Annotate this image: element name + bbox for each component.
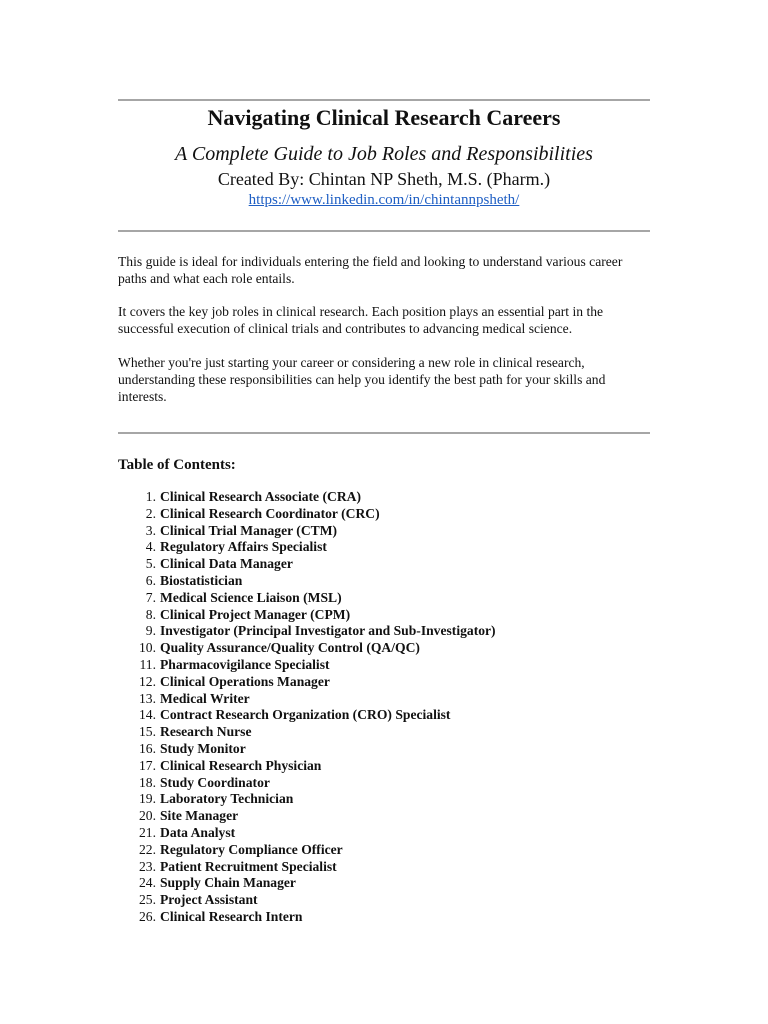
toc-item [118, 775, 496, 792]
toc-item [118, 892, 496, 909]
toc-item-number: 7. [145, 589, 156, 605]
toc-item-number: 6. [145, 572, 156, 588]
toc-item-label: Clinical Data Manager [160, 556, 293, 572]
toc-item-number: 16. [139, 740, 156, 756]
toc-item-label: Biostatistician [160, 572, 243, 588]
toc-item-number: 1. [145, 489, 156, 504]
toc-item [118, 657, 496, 674]
toc-item-label: Regulatory Affairs Specialist [160, 539, 327, 555]
toc-item-label: Clinical Operations Manager [160, 673, 330, 689]
header-divider [118, 230, 650, 232]
toc-item [118, 607, 496, 624]
toc-item [118, 875, 496, 892]
toc-item-label: Clinical Research Coordinator (CRC) [160, 505, 380, 521]
toc-item-number: 14. [139, 707, 156, 723]
intro-paragraph-1: This guide is ideal for individuals entering the field and looking to understand various career paths and what each role entails. [118, 254, 623, 286]
toc-item-number: 9. [145, 623, 156, 639]
toc-item [118, 741, 496, 758]
toc-item-label: Laboratory Technician [160, 791, 294, 807]
toc-item-number: 25. [139, 892, 156, 908]
toc-item-number: 22. [139, 841, 156, 857]
toc-item-label: Patient Recruitment Specialist [160, 858, 337, 874]
toc-item-label: Clinical Trial Manager (CTM) [160, 522, 338, 538]
toc-item-number: 5. [145, 556, 156, 572]
toc-item-label: Site Manager [160, 808, 239, 824]
toc-item [118, 623, 496, 640]
toc-item [118, 691, 496, 708]
toc-item-label: Study Coordinator [160, 774, 270, 790]
toc-item [118, 808, 496, 825]
toc-item-label: Clinical Project Manager (CPM) [160, 606, 351, 622]
toc-list [118, 489, 496, 926]
toc-item [118, 640, 496, 657]
toc-item-label: Clinical Research Physician [160, 757, 322, 773]
toc-item-label: Quality Assurance/Quality Control (QA/QC) [160, 640, 420, 656]
toc-item [118, 489, 496, 506]
top-divider [118, 99, 650, 101]
document-title: Navigating Clinical Research Careers [207, 105, 561, 130]
toc-item-label: Regulatory Compliance Officer [160, 841, 343, 857]
toc-item-number: 13. [139, 690, 156, 706]
toc-item-number: 20. [139, 808, 156, 824]
toc-item-label: Medical Science Liaison (MSL) [160, 589, 342, 605]
toc-item-label: Medical Writer [160, 690, 250, 706]
toc-item [118, 674, 496, 691]
toc-item-label: Clinical Research Associate (CRA) [160, 489, 361, 504]
toc-item-number: 21. [139, 824, 156, 840]
toc-item [118, 791, 496, 808]
toc-item [118, 523, 496, 540]
toc-item-number: 24. [139, 875, 156, 891]
toc-heading: Table of Contents: [118, 457, 236, 473]
toc-item-number: 23. [139, 858, 156, 874]
toc-item-label: Investigator (Principal Investigator and Sub-Investigator) [160, 623, 496, 639]
intro-paragraph-2: It covers the key job roles in clinical research. Each position plays an essential part in the successful execution of clinical trials and contributes to advancing medical science. [118, 304, 604, 336]
linkedin-link[interactable]: https://www.linkedin.com/in/chintannpsheth/ [248, 192, 520, 208]
linkedin-link-wrapper [118, 190, 650, 210]
toc-item-number: 26. [139, 908, 156, 924]
toc-item [118, 825, 496, 842]
document-subtitle: A Complete Guide to Job Roles and Responsibilities [175, 143, 593, 165]
toc-item-number: 17. [139, 757, 156, 773]
toc-item [118, 506, 496, 523]
toc-item [118, 539, 496, 556]
toc-item-number: 15. [139, 724, 156, 740]
toc-item-label: Study Monitor [160, 740, 246, 756]
toc-item-number: 2. [145, 505, 156, 521]
toc-item-number: 11. [139, 656, 156, 672]
toc-item-number: 8. [145, 606, 156, 622]
toc-item [118, 590, 496, 607]
toc-item-label: Contract Research Organization (CRO) Specialist [160, 707, 451, 723]
toc-item [118, 573, 496, 590]
toc-item-number: 12. [139, 673, 156, 689]
toc-item [118, 909, 496, 926]
toc-item-label: Supply Chain Manager [160, 875, 296, 891]
toc-item-label: Project Assistant [160, 892, 258, 908]
toc-item [118, 758, 496, 775]
toc-item-number: 19. [139, 791, 156, 807]
toc-item-label: Data Analyst [160, 824, 236, 840]
author-line: Created By: Chintan NP Sheth, M.S. (Pharm.) [217, 169, 551, 189]
toc-item [118, 859, 496, 876]
toc-item [118, 556, 496, 573]
toc-item [118, 707, 496, 724]
toc-item [118, 842, 496, 859]
toc-item-label: Clinical Research Intern [160, 908, 303, 924]
toc-item-number: 10. [139, 640, 156, 656]
toc-item-label: Pharmacovigilance Specialist [160, 656, 330, 672]
toc-item-number: 18. [139, 774, 156, 790]
toc-item [118, 724, 496, 741]
toc-item-number: 3. [145, 522, 156, 538]
toc-item-number: 4. [145, 539, 156, 555]
intro-divider [118, 432, 650, 434]
intro-paragraph-3: Whether you're just starting your career or considering a new role in clinical research, understanding these responsibilities can help you identify the best path for your skills and interests. [118, 355, 606, 404]
toc-item-label: Research Nurse [160, 724, 252, 740]
